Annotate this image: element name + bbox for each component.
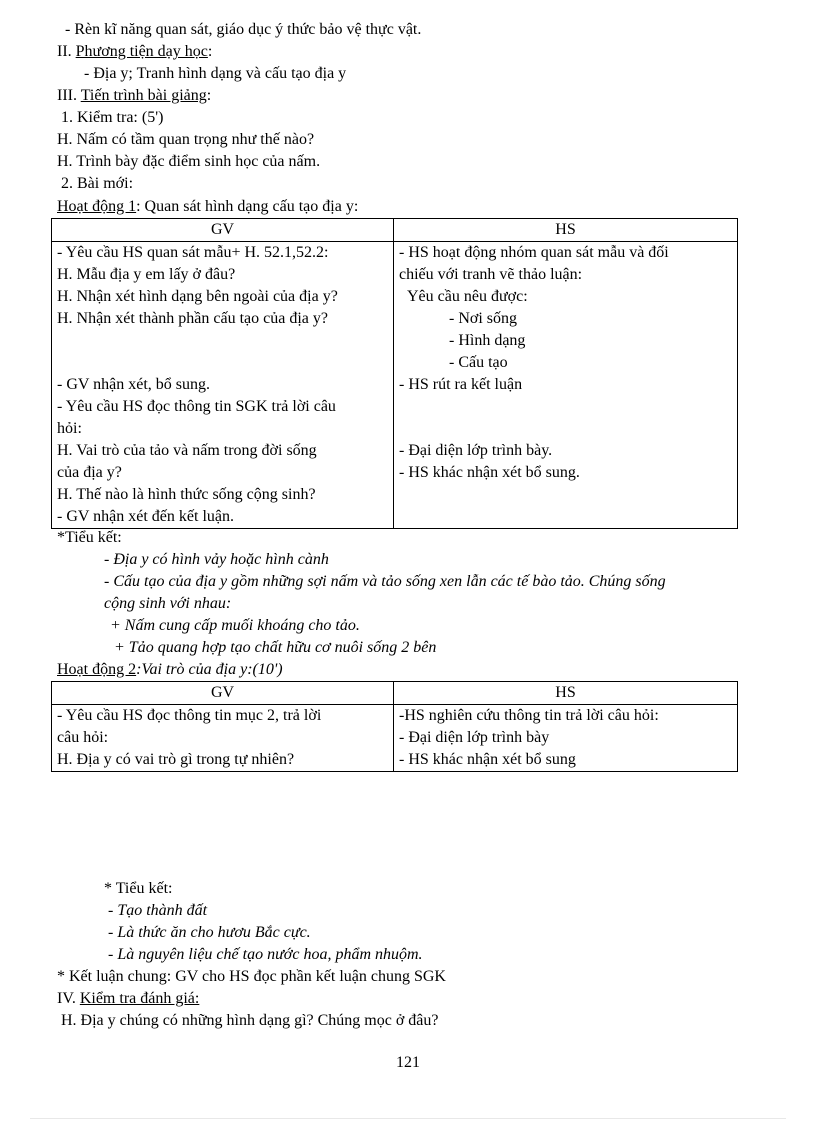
summary-2-line: - Là nguyên liệu chế tạo nước hoa, phẩm nhuộm.: [108, 946, 423, 963]
page-bottom-rule: [30, 1118, 786, 1119]
section-3-heading: [57, 85, 211, 107]
gv-line: - GV nhận xét đến kết luận.: [57, 508, 234, 525]
activity-1-hs-cell: [394, 242, 738, 529]
summary-1-line: - Cấu tạo của địa y gồm những sợi nấm và tảo sống xen lẫn các tế bào tảo. Chúng sống: [104, 573, 666, 590]
section-2-colon: :: [207, 43, 213, 60]
gv-line: H. Nhận xét hình dạng bên ngoài của địa y?: [57, 288, 338, 305]
summary-2-line: - Tạo thành đất: [108, 902, 208, 919]
activity-2-heading: [57, 659, 283, 681]
materials-line: - Địa y; Tranh hình dạng và cấu tạo địa y: [84, 65, 347, 82]
section-3-title: Tiến trình bài giảng: [80, 87, 207, 104]
activity-1-gv-header: GV: [52, 219, 394, 242]
summary-2-line: - Là thức ăn cho hươu Bắc cực.: [108, 924, 311, 941]
activity-1-heading: [57, 196, 358, 218]
section-4-title: Kiểm tra đánh giá:: [79, 990, 200, 1007]
section-2-heading: [57, 41, 212, 63]
activity-2-header-row: [52, 682, 738, 705]
activity-2-title: :Vai trò của địa y:(10'): [136, 661, 283, 678]
activity-2-gv-header: GV: [52, 682, 394, 705]
section-2-number: II.: [57, 43, 76, 60]
hs-line: - Cấu tạo: [449, 354, 508, 371]
summary-1-line: + Tảo quang hợp tạo chất hữu cơ nuôi sống 2 bên: [114, 639, 437, 656]
gv-line: H. Mẫu địa y em lấy ở đâu?: [57, 266, 236, 283]
gv-line: H. Địa y có vai trò gì trong tự nhiên?: [57, 751, 295, 768]
hs-line: [399, 506, 732, 528]
activity-1-gv-cell: [52, 242, 394, 529]
gv-line: của địa y?: [57, 464, 122, 481]
gv-line: hỏi:: [57, 420, 82, 437]
summary-1-line: + Nấm cung cấp muối khoáng cho tảo.: [110, 617, 360, 634]
hs-line: - HS khác nhận xét bổ sung.: [399, 464, 580, 481]
activity-2-label: Hoạt động 2: [57, 661, 137, 678]
check-question-1: H. Nấm có tầm quan trọng như thế nào?: [57, 131, 315, 148]
gv-line: câu hỏi:: [57, 729, 109, 746]
check-heading: 1. Kiểm tra: (5'): [61, 109, 164, 126]
summary-1-line: cộng sinh với nhau:: [104, 595, 232, 612]
hs-line: [399, 484, 732, 506]
new-lesson-heading: 2. Bài mới:: [61, 175, 134, 192]
general-conclusion: * Kết luận chung: GV cho HS đọc phần kết luận chung SGK: [57, 968, 446, 985]
activity-2-table: [51, 681, 738, 772]
hs-line: - HS hoạt động nhóm quan sát mẫu và đối: [399, 244, 669, 261]
section-4-heading: [57, 988, 199, 1010]
check-question-2: H. Trình bày đặc điểm sinh học của nấm.: [57, 153, 321, 170]
gv-line: H. Nhận xét thành phần cấu tạo của địa y?: [57, 310, 329, 327]
activity-1-label: Hoạt động 1: [57, 198, 137, 215]
activity-2-hs-header: HS: [394, 682, 738, 705]
activity-2-gv-cell: [52, 705, 394, 772]
hs-line: Yêu cầu nêu được:: [407, 288, 528, 305]
hs-line: -HS nghiên cứu thông tin trả lời câu hỏi:: [399, 707, 659, 724]
section-3-number: III.: [57, 87, 81, 104]
hs-line: - Đại diện lớp trình bày.: [399, 442, 553, 459]
page-number: 121: [396, 1054, 420, 1071]
hs-line: - HS rút ra kết luận: [399, 376, 523, 393]
skill-objective: - Rèn kĩ năng quan sát, giáo dục ý thức bảo vệ thực vật.: [65, 21, 422, 38]
gv-line: H. Thế nào là hình thức sống cộng sinh?: [57, 486, 316, 503]
hs-line: - HS khác nhận xét bổ sung: [399, 751, 576, 768]
section-3-colon: :: [206, 87, 212, 104]
activity-2-content-row: [52, 705, 738, 772]
activity-1-table: [51, 218, 738, 529]
hs-line: [399, 396, 732, 418]
activity-2-hs-cell: [394, 705, 738, 772]
gv-line: [57, 330, 388, 352]
hs-line: - Hình dạng: [449, 332, 526, 349]
summary-2-title: * Tiểu kết:: [104, 880, 173, 897]
section-4-number: IV.: [57, 990, 80, 1007]
gv-line: H. Vai trò của tảo và nấm trong đời sống: [57, 442, 317, 459]
hs-line: - Đại diện lớp trình bày: [399, 729, 550, 746]
hs-line: chiếu với tranh vẽ thảo luận:: [399, 266, 583, 283]
assessment-question: H. Địa y chúng có những hình dạng gì? Chúng mọc ở đâu?: [61, 1012, 439, 1029]
summary-1-line: - Địa y có hình vảy hoặc hình cành: [104, 551, 329, 568]
gv-line: [57, 352, 388, 374]
section-2-title: Phương tiện dạy học: [75, 43, 208, 60]
hs-line: - Nơi sống: [449, 310, 518, 327]
summary-1-title: *Tiểu kết:: [57, 529, 122, 546]
hs-line: [399, 418, 732, 440]
gv-line: - GV nhận xét, bổ sung.: [57, 376, 211, 393]
gv-line: - Yêu cầu HS quan sát mẫu+ H. 52.1,52.2:: [57, 244, 329, 261]
activity-1-title: : Quan sát hình dạng cấu tạo địa y:: [136, 198, 359, 215]
activity-1-header-row: [52, 219, 738, 242]
activity-1-hs-header: HS: [394, 219, 738, 242]
activity-1-content-row: [52, 242, 738, 529]
gv-line: - Yêu cầu HS đọc thông tin mục 2, trả lời: [57, 707, 322, 724]
gv-line: - Yêu cầu HS đọc thông tin SGK trả lời câu: [57, 398, 336, 415]
